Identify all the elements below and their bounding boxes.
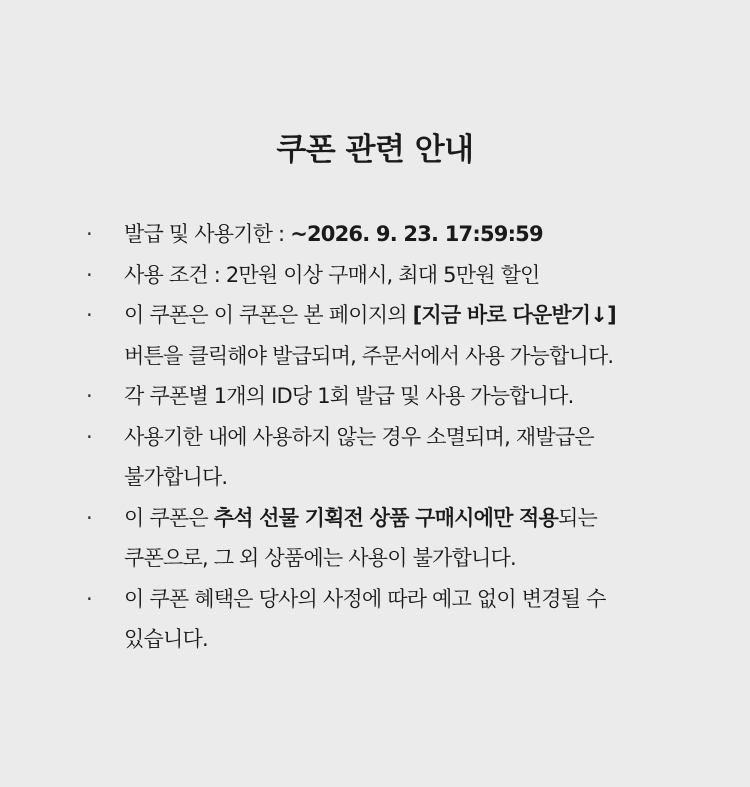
notice-emphasis: [지금 바로 다운받기↓] — [412, 303, 616, 327]
bullet-icon: · — [86, 303, 92, 327]
notice-text: 있습니다. — [124, 627, 208, 651]
notice-list — [82, 214, 682, 660]
bullet-icon: · — [86, 222, 92, 246]
notice-emphasis: 추석 선물 기획전 상품 구매시에만 적용 — [213, 505, 559, 530]
bullet-icon: · — [86, 586, 92, 611]
bullet-icon: · — [86, 505, 92, 530]
bullet-icon: · — [86, 424, 92, 449]
notice-line — [124, 457, 682, 498]
notice-line — [124, 214, 682, 255]
notice-item-download — [82, 295, 682, 376]
notice-text: 이 쿠폰 혜택은 당사의 사정에 따라 예고 없이 변경될 수 — [124, 586, 606, 611]
notice-text: 사용기한 내에 사용하지 않는 경우 소멸되며, 재발급은 — [124, 424, 594, 449]
notice-text: 사용 조건 : 2만원 이상 구매시, 최대 5만원 할인 — [124, 262, 540, 287]
notice-line — [124, 336, 682, 377]
notice-line — [124, 255, 682, 296]
notice-emphasis: ~2026. 9. 23. 17:59:59 — [290, 222, 543, 246]
notice-text: 이 쿠폰은 이 쿠폰은 본 페이지의 — [124, 303, 413, 327]
notice-text: 각 쿠폰별 1개의 ID당 1회 발급 및 사용 가능합니다. — [124, 384, 574, 408]
notice-item-change — [82, 579, 682, 660]
notice-item-validity — [82, 214, 682, 255]
notice-item-scope — [82, 498, 682, 579]
notice-item-condition — [82, 255, 682, 296]
notice-text: 되는 — [558, 505, 598, 530]
notice-line — [124, 619, 682, 660]
notice-item-limit — [82, 376, 682, 417]
notice-text: 쿠폰으로, 그 외 상품에는 사용이 불가합니다. — [124, 546, 516, 570]
bullet-icon: · — [86, 262, 92, 287]
bullet-icon: · — [86, 384, 92, 408]
notice-line — [124, 579, 682, 620]
notice-line — [124, 498, 682, 539]
notice-line — [124, 538, 682, 579]
notice-line — [124, 417, 682, 458]
notice-text: 발급 및 사용기한 : — [124, 222, 291, 246]
notice-line — [124, 295, 682, 336]
page-title: 쿠폰 관련 안내 — [276, 132, 474, 168]
notice-text: 버튼을 클릭해야 발급되며, 주문서에서 사용 가능합니다. — [124, 343, 614, 368]
notice-item-expiry — [82, 417, 682, 498]
notice-line — [124, 376, 682, 417]
notice-text: 불가합니다. — [124, 465, 228, 489]
notice-text: 이 쿠폰은 — [124, 505, 214, 530]
